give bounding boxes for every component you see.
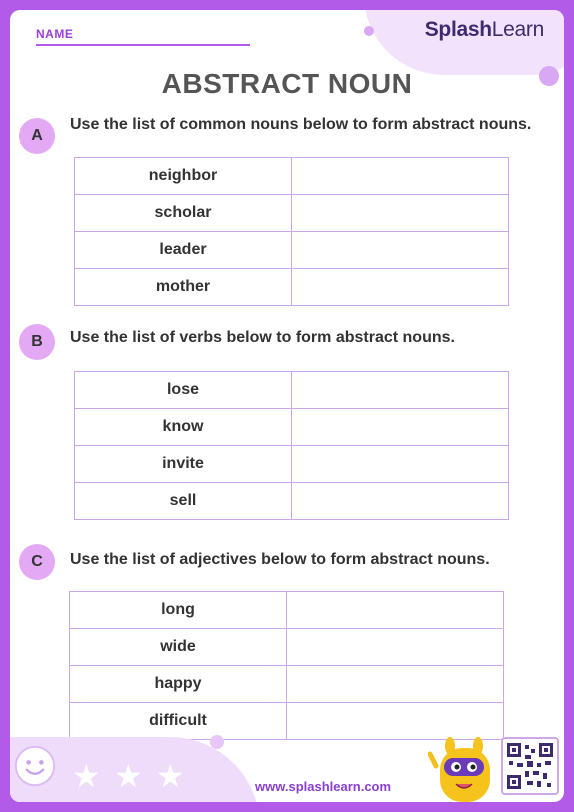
- name-line: [36, 44, 250, 46]
- table-row: [75, 158, 509, 195]
- section-badge-c: C: [19, 544, 55, 580]
- mascot-character-icon: [428, 736, 498, 802]
- word-cell: long: [70, 592, 287, 629]
- logo-regular-part: Learn: [491, 18, 544, 41]
- table-row: [75, 195, 509, 232]
- answer-cell[interactable]: [292, 372, 509, 409]
- answer-cell[interactable]: [287, 592, 504, 629]
- page-title: ABSTRACT NOUN: [161, 68, 413, 99]
- section-badge-b: B: [19, 324, 55, 360]
- answer-cell[interactable]: [292, 232, 509, 269]
- name-label: NAME: [36, 27, 74, 41]
- section-b-instruction: Use the list of verbs below to form abstract nouns.: [70, 329, 455, 346]
- table-row: [70, 703, 504, 740]
- table-row: [75, 409, 509, 446]
- logo-bold-part: Splash: [424, 18, 492, 41]
- section-badge-a: A: [19, 118, 55, 154]
- table-row: [70, 666, 504, 703]
- table-row: [70, 592, 504, 629]
- answer-cell[interactable]: [292, 409, 509, 446]
- decorative-dot: [210, 735, 224, 749]
- table-row: [75, 269, 509, 306]
- answer-cell[interactable]: [292, 195, 509, 232]
- section-a-table: [74, 157, 509, 306]
- answer-cell[interactable]: [287, 703, 504, 740]
- word-cell: happy: [70, 666, 287, 703]
- table-row: [75, 446, 509, 483]
- star-icon: ★: [72, 758, 101, 794]
- smiley-face-icon: [14, 745, 56, 787]
- section-a-instruction: Use the list of common nouns below to form abstract nouns.: [70, 116, 532, 133]
- footer-url: www.splashlearn.com: [255, 779, 392, 794]
- section-b-table: [74, 371, 509, 520]
- word-cell: leader: [75, 232, 292, 269]
- table-row: [75, 232, 509, 269]
- table-row: [75, 372, 509, 409]
- answer-cell[interactable]: [292, 446, 509, 483]
- word-cell: difficult: [70, 703, 287, 740]
- decorative-dot: [364, 26, 374, 36]
- splashlearn-logo: [425, 18, 544, 42]
- star-icon: ★: [114, 758, 143, 794]
- star-icon: ★: [156, 758, 185, 794]
- word-cell: sell: [75, 483, 292, 520]
- section-c-table: [69, 591, 504, 740]
- answer-cell[interactable]: [292, 158, 509, 195]
- word-cell: wide: [70, 629, 287, 666]
- qr-code-icon: [501, 737, 559, 795]
- table-row: [70, 629, 504, 666]
- worksheet-page: [10, 10, 564, 802]
- answer-cell[interactable]: [287, 666, 504, 703]
- answer-cell[interactable]: [292, 269, 509, 306]
- word-cell: mother: [75, 269, 292, 306]
- answer-cell[interactable]: [287, 629, 504, 666]
- section-c-instruction: Use the list of adjectives below to form abstract nouns.: [70, 551, 490, 568]
- table-row: [75, 483, 509, 520]
- word-cell: scholar: [75, 195, 292, 232]
- answer-cell[interactable]: [292, 483, 509, 520]
- word-cell: lose: [75, 372, 292, 409]
- word-cell: invite: [75, 446, 292, 483]
- word-cell: neighbor: [75, 158, 292, 195]
- word-cell: know: [75, 409, 292, 446]
